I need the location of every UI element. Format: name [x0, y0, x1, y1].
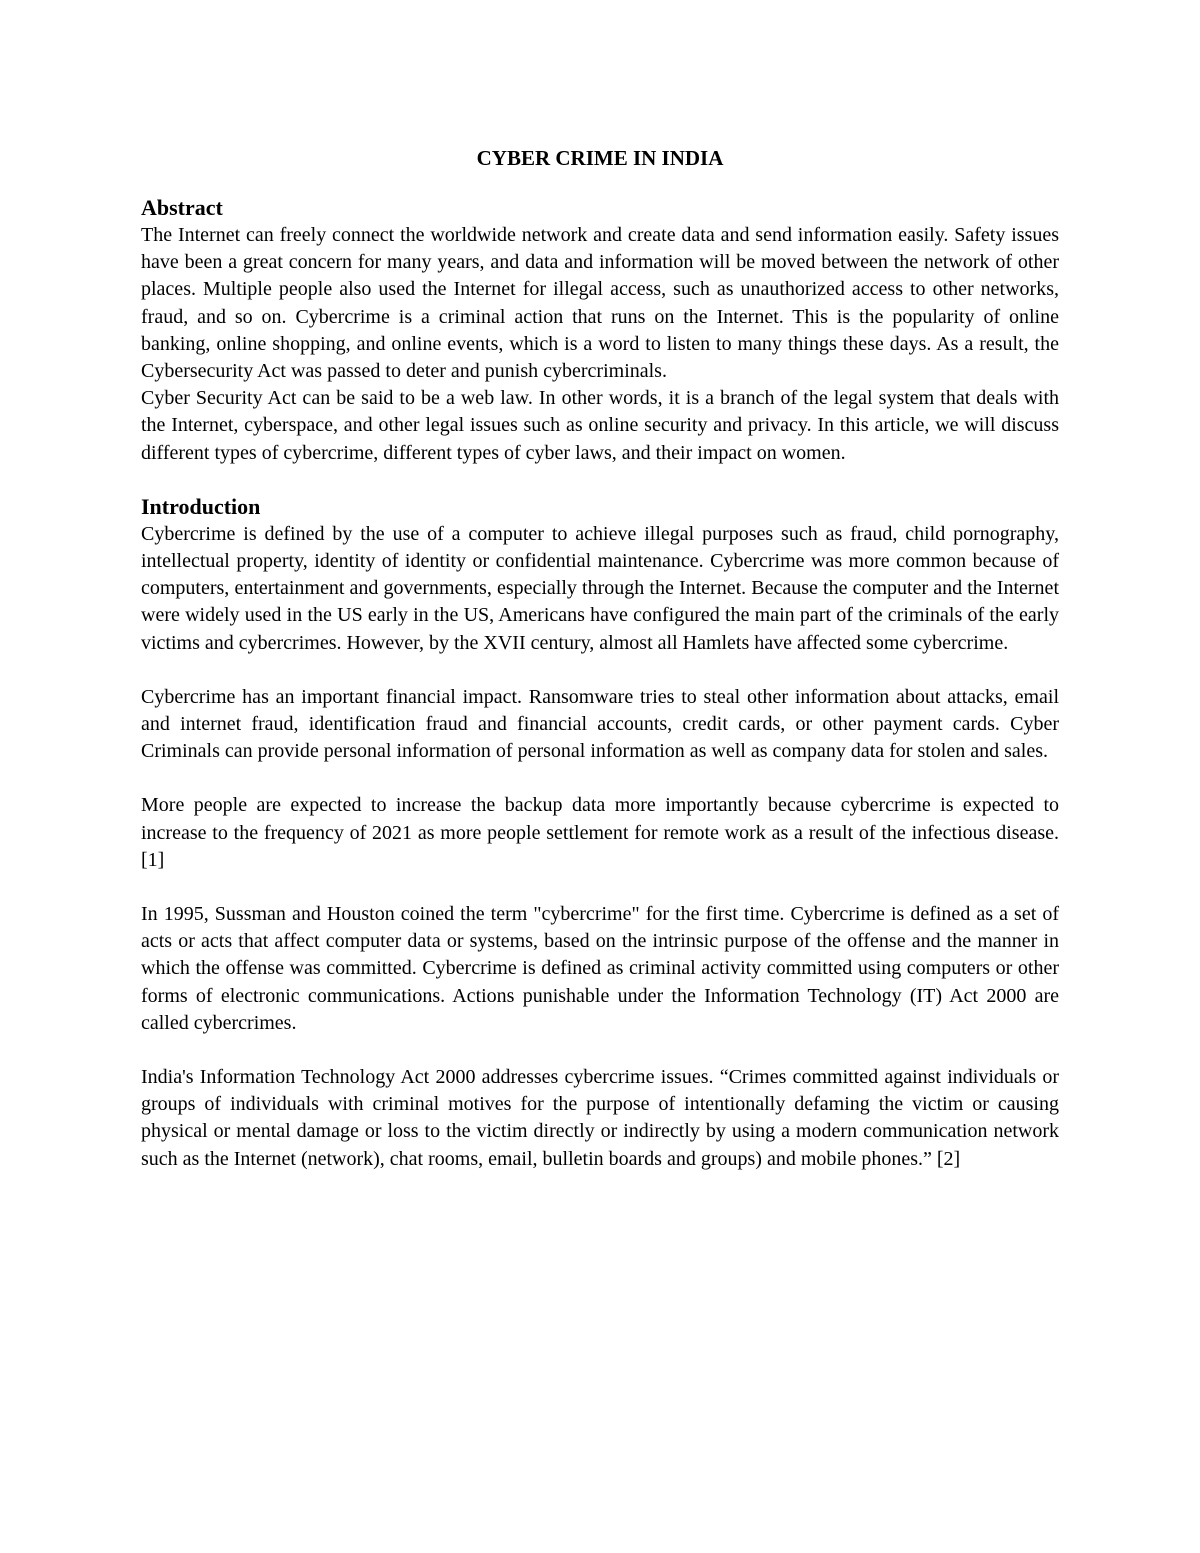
introduction-paragraph: Cybercrime is defined by the use of a computer to achieve illegal purposes such as fraud, child pornography, intellectual property, identity of identity or confidential maintenance. Cybercrime was more common because of computers, entertainment and governments, especially through the Internet. Because the computer and the Internet were widely used in the US early in the US, Americans have configured the main part of the criminals of the early victims and cybercrimes. However, by the XVII century, almost all Hamlets have affected some cybercrime.: [141, 522, 1059, 654]
abstract-paragraph: Cyber Security Act can be said to be a web law. In other words, it is a branch of the legal system that deals with the Internet, cyberspace, and other legal issues such as online security and privacy. In this article, we will discuss different types of cybercrime, different types of cyber laws, and their impact on women.: [141, 387, 1059, 464]
document-page: [141, 140, 1059, 1173]
introduction-heading: Introduction: [141, 493, 261, 519]
introduction-paragraph: India's Information Technology Act 2000 addresses cybercrime issues. “Crimes committed against individuals or groups of individuals with criminal motives for the purpose of intentionally defaming the victim or causing physical or mental damage or loss to the victim directly or indirectly by using a modern communication network such as the Internet (network), chat rooms, email, bulletin boards and groups) and mobile phones.” [2]: [141, 1066, 1059, 1170]
abstract-paragraph: The Internet can freely connect the worldwide network and create data and send information easily. Safety issues have been a great concern for many years, and data and information will be moved between the network of other places. Multiple people also used the Internet for illegal access, such as unauthorized access to other networks, fraud, and so on. Cybercrime is a criminal action that runs on the Internet. This is the popularity of online banking, online shopping, and online events, which is a word to listen to many things these days. As a result, the Cybersecurity Act was passed to deter and punish cybercriminals.: [141, 224, 1059, 383]
introduction-paragraph: More people are expected to increase the backup data more importantly because cybercrime is expected to increase to the frequency of 2021 as more people settlement for remote work as a result of the infectious disease.[1]: [141, 794, 1059, 871]
introduction-paragraph: In 1995, Sussman and Houston coined the term "cybercrime" for the first time. Cybercrime is defined as a set of acts or acts that affect computer data or systems, based on the intrinsic purpose of the offense and the manner in which the offense was committed. Cybercrime is defined as criminal activity committed using computers or other forms of electronic communications. Actions punishable under the Information Technology (IT) Act 2000 are called cybercrimes.: [141, 903, 1059, 1034]
abstract-heading: Abstract: [141, 195, 223, 220]
introduction-paragraph: Cybercrime has an important financial impact. Ransomware tries to steal other information about attacks, email and internet fraud, identification fraud and financial accounts, credit cards, or other payment cards. Cyber Criminals can provide personal information of personal information as well as company data for stolen and sales.: [141, 685, 1059, 763]
document-title: CYBER CRIME IN INDIA: [476, 146, 724, 170]
